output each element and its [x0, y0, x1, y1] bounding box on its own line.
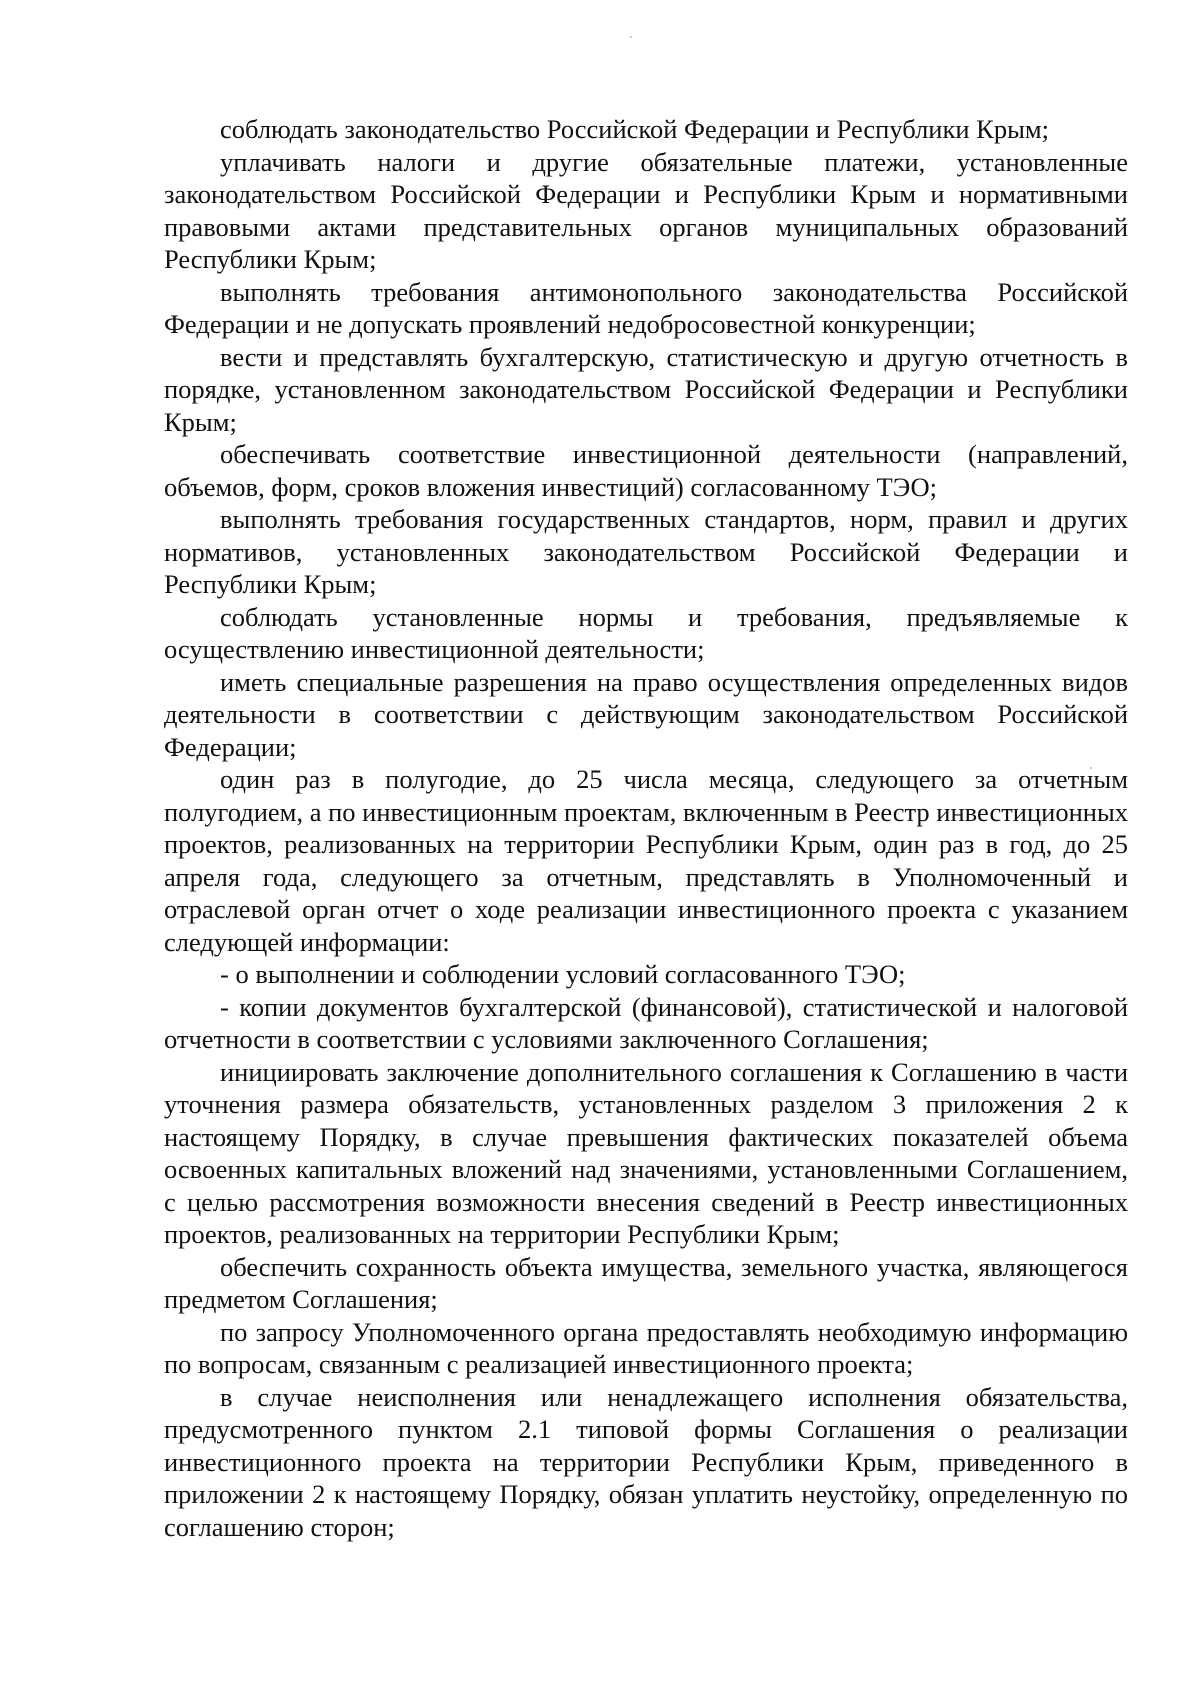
paragraph: иметь специальные разрешения на право осуществления определенных видов деятельности в соответствии с действующим законодательством Российской Федерации;: [164, 666, 1128, 762]
paragraph: обеспечивать соответствие инвестиционной деятельности (направлений, объемов, форм, сроков вложения инвестиций) согласованному ТЭО;: [164, 439, 1128, 502]
paragraph: выполнять требования антимонопольного законодательства Российской Федерации и не допускать проявлений недобросовестной конкуренции;: [164, 276, 1128, 339]
paragraph: уплачивать налоги и другие обязательные платежи, установленные законодательством Российской Федерации и Республики Крым и нормативными правовыми актами представительных органов муниципальных образований Республики Крым;: [164, 146, 1128, 274]
paragraph: - копии документов бухгалтерской (финансовой), статистической и налоговой отчетности в соответствии с условиями заключенного Соглашения;: [164, 991, 1128, 1054]
paragraph: в случае неисполнения или ненадлежащего исполнения обязательства, предусмотренного пунктом 2.1 типовой формы Соглашения о реализации инвестиционного проекта на территории Республики Крым, приведенного в приложении 2 к настоящему Порядку, обязан уплатить неустойку, определенную по соглашению сторон;: [164, 1381, 1128, 1542]
paragraph: - о выполнении и соблюдении условий согласованного ТЭО;: [220, 959, 906, 989]
document-body: [164, 113, 1128, 1543]
scan-dot: [630, 36, 632, 38]
paragraph: один раз в полугодие, до 25 числа месяца, следующего за отчетным полугодием, а по инвестиционным проектам, включенным в Реестр инвестиционных проектов, реализованных на территории Республики Крым, один раз в год, до 25 апреля года, следующего за отчетным, представлять в Уполномоченный и отраслевой орган отчет о ходе реализации инвестиционного проекта с указанием следующей информации:: [164, 764, 1128, 957]
paragraph: вести и представлять бухгалтерскую, статистическую и другую отчетность в порядке, установленном законодательством Российской Федерации и Республики Крым;: [164, 341, 1128, 437]
paragraph: выполнять требования государственных стандартов, норм, правил и других нормативов, установленных законодательством Российской Федерации и Республики Крым;: [164, 504, 1128, 599]
paragraph: обеспечить сохранность объекта имущества, земельного участка, являющегося предметом Соглашения;: [164, 1251, 1128, 1314]
paragraph: соблюдать законодательство Российской Федерации и Республики Крым;: [220, 114, 1050, 144]
paragraph: инициировать заключение дополнительного соглашения к Соглашению в части уточнения размера обязательств, установленных разделом 3 приложения 2 к настоящему Порядку, в случае превышения фактических показателей объема освоенных капитальных вложений над значениями, установленными Соглашением, с целью рассмотрения возможности внесения сведений в Реестр инвестиционных проектов, реализованных на территории Республики Крым;: [164, 1056, 1128, 1249]
paragraph: по запросу Уполномоченного органа предоставлять необходимую информацию по вопросам, связанным с реализацией инвестиционного проекта;: [164, 1316, 1128, 1379]
paragraph: соблюдать установленные нормы и требования, предъявляемые к осуществлению инвестиционной деятельности;: [164, 601, 1128, 664]
